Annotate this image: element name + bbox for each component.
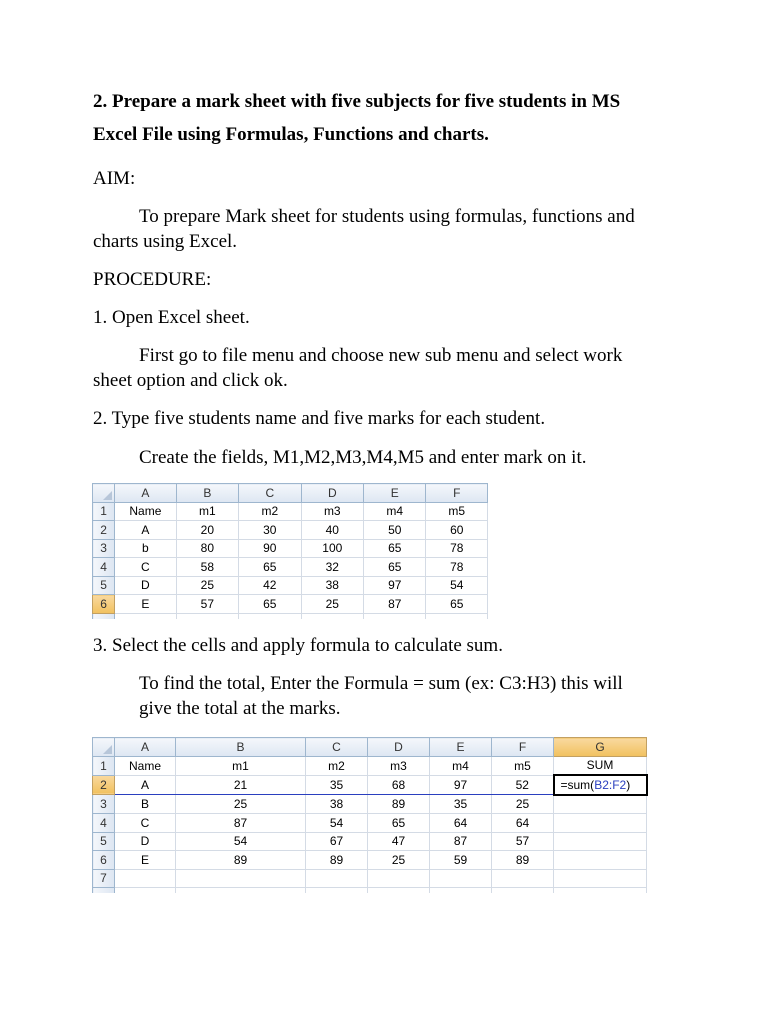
cell[interactable]: Name bbox=[115, 756, 176, 775]
column-header-g[interactable]: G bbox=[554, 738, 647, 757]
cell[interactable]: C bbox=[115, 558, 176, 577]
cell[interactable]: 25 bbox=[301, 595, 363, 614]
row-header-1[interactable]: 1 bbox=[93, 502, 115, 521]
cell[interactable]: E bbox=[115, 595, 176, 614]
cell[interactable]: 52 bbox=[492, 775, 554, 795]
partial-row bbox=[93, 613, 488, 619]
cell[interactable]: 30 bbox=[239, 521, 301, 540]
column-header-a[interactable]: A bbox=[115, 738, 176, 757]
cell[interactable]: 50 bbox=[364, 521, 426, 540]
procedure-label: PROCEDURE: bbox=[93, 269, 212, 290]
cell[interactable]: 87 bbox=[430, 832, 492, 851]
row-header-2[interactable]: 2 bbox=[93, 521, 115, 540]
table-row bbox=[93, 814, 647, 833]
cell[interactable]: b bbox=[115, 539, 176, 558]
formula-prefix: =sum( bbox=[560, 777, 595, 792]
cell[interactable]: 25 bbox=[176, 576, 238, 595]
column-header-b[interactable]: B bbox=[176, 738, 306, 757]
cell[interactable]: 64 bbox=[430, 814, 492, 833]
step-1: 1. Open Excel sheet. bbox=[93, 307, 250, 328]
cell[interactable] bbox=[115, 869, 176, 888]
cell[interactable]: 67 bbox=[306, 832, 368, 851]
cell[interactable]: D bbox=[115, 832, 176, 851]
cell[interactable] bbox=[554, 851, 647, 870]
table-row bbox=[93, 595, 488, 614]
cell[interactable]: 97 bbox=[364, 576, 426, 595]
cell[interactable]: m2 bbox=[239, 502, 301, 521]
cell[interactable] bbox=[554, 814, 647, 833]
cell[interactable]: 65 bbox=[368, 814, 430, 833]
cell[interactable] bbox=[430, 869, 492, 888]
cell[interactable]: m2 bbox=[306, 756, 368, 775]
cell[interactable]: 38 bbox=[306, 795, 368, 814]
column-header-c[interactable]: C bbox=[306, 738, 368, 757]
heading-line-1: 2. Prepare a mark sheet with five subjects for five students in MS bbox=[93, 91, 621, 112]
table-row bbox=[93, 756, 647, 775]
cell[interactable]: 89 bbox=[306, 851, 368, 870]
cell[interactable]: m4 bbox=[430, 756, 492, 775]
cell bbox=[492, 888, 554, 894]
cell[interactable]: m1 bbox=[176, 502, 238, 521]
table-row bbox=[93, 869, 647, 888]
select-all-corner[interactable] bbox=[93, 738, 115, 757]
cell[interactable]: 65 bbox=[364, 539, 426, 558]
column-header-f[interactable]: F bbox=[492, 738, 554, 757]
cell bbox=[115, 888, 176, 894]
cell[interactable]: 25 bbox=[492, 795, 554, 814]
cell[interactable]: 87 bbox=[364, 595, 426, 614]
cell[interactable]: 80 bbox=[176, 539, 238, 558]
cell[interactable]: 65 bbox=[426, 595, 488, 614]
row-header-3[interactable]: 3 bbox=[93, 795, 115, 814]
cell[interactable]: 65 bbox=[364, 558, 426, 577]
table-row bbox=[93, 576, 488, 595]
cell[interactable]: m3 bbox=[368, 756, 430, 775]
cell[interactable]: m5 bbox=[426, 502, 488, 521]
cell[interactable]: 47 bbox=[368, 832, 430, 851]
aim-text-line-2: charts using Excel. bbox=[93, 231, 238, 252]
cell[interactable]: 60 bbox=[426, 521, 488, 540]
cell[interactable]: m4 bbox=[364, 502, 426, 521]
table-row bbox=[93, 502, 488, 521]
formula-range: B2:F2 bbox=[594, 777, 627, 792]
partial-row bbox=[93, 888, 647, 894]
cell[interactable]: 40 bbox=[301, 521, 363, 540]
cell[interactable]: D bbox=[115, 576, 176, 595]
cell[interactable]: 20 bbox=[176, 521, 238, 540]
cell[interactable]: 35 bbox=[430, 795, 492, 814]
cell bbox=[306, 888, 368, 894]
row-header-4[interactable]: 4 bbox=[93, 814, 115, 833]
step-3: 3. Select the cells and apply formula to calculate sum. bbox=[93, 635, 503, 656]
table-row bbox=[93, 558, 488, 577]
cell[interactable]: 100 bbox=[301, 539, 363, 558]
cell[interactable]: 78 bbox=[426, 558, 488, 577]
step-2-detail: Create the fields, M1,M2,M3,M4,M5 and enter mark on it. bbox=[139, 447, 587, 468]
cell[interactable]: 38 bbox=[301, 576, 363, 595]
cell[interactable] bbox=[554, 795, 647, 814]
cell[interactable] bbox=[306, 869, 368, 888]
cell[interactable]: 89 bbox=[176, 851, 306, 870]
cell[interactable]: m3 bbox=[301, 502, 363, 521]
heading-line-2: Excel File using Formulas, Functions and charts. bbox=[93, 124, 489, 145]
column-header-e[interactable]: E bbox=[364, 484, 426, 503]
column-header-d[interactable]: D bbox=[301, 484, 363, 503]
cell[interactable]: E bbox=[115, 851, 176, 870]
cell[interactable]: 32 bbox=[301, 558, 363, 577]
step-1-detail-line-2: sheet option and click ok. bbox=[93, 370, 288, 391]
step-3-detail-line-1: To find the total, Enter the Formula = sum (ex: C3:H3) this will bbox=[139, 673, 623, 694]
cell[interactable] bbox=[176, 869, 306, 888]
row-header-partial bbox=[93, 613, 115, 619]
cell[interactable]: 54 bbox=[176, 832, 306, 851]
table-row bbox=[93, 795, 647, 814]
row-header-6[interactable]: 6 bbox=[93, 851, 115, 870]
cell bbox=[430, 888, 492, 894]
cell bbox=[176, 888, 306, 894]
row-header-partial bbox=[93, 888, 115, 894]
table-row bbox=[93, 539, 488, 558]
cell[interactable]: 64 bbox=[492, 814, 554, 833]
cell[interactable] bbox=[554, 869, 647, 888]
cell bbox=[239, 613, 301, 619]
cell bbox=[554, 888, 647, 894]
table-row bbox=[93, 775, 647, 795]
cell bbox=[364, 613, 426, 619]
row-header-5[interactable]: 5 bbox=[93, 576, 115, 595]
spreadsheet-table-2 bbox=[92, 737, 648, 893]
row-header-4[interactable]: 4 bbox=[93, 558, 115, 577]
cell[interactable]: 59 bbox=[430, 851, 492, 870]
step-3-detail-line-2: give the total at the marks. bbox=[139, 698, 341, 719]
row-header-6[interactable]: 6 bbox=[93, 595, 115, 614]
cell[interactable]: 25 bbox=[368, 851, 430, 870]
cell[interactable]: 78 bbox=[426, 539, 488, 558]
cell[interactable]: 87 bbox=[176, 814, 306, 833]
select-all-corner[interactable] bbox=[93, 484, 115, 503]
cell[interactable]: 65 bbox=[239, 595, 301, 614]
cell[interactable]: C bbox=[115, 814, 176, 833]
cell[interactable]: 35 bbox=[306, 775, 368, 795]
cell[interactable]: 25 bbox=[176, 795, 306, 814]
cell[interactable]: 57 bbox=[492, 832, 554, 851]
column-header-f[interactable]: F bbox=[426, 484, 488, 503]
cell[interactable]: SUM bbox=[554, 756, 647, 775]
cell bbox=[176, 613, 238, 619]
aim-text-line-1: To prepare Mark sheet for students using formulas, functions and bbox=[139, 206, 635, 227]
cell[interactable] bbox=[554, 832, 647, 851]
cell bbox=[301, 613, 363, 619]
row-header-5[interactable]: 5 bbox=[93, 832, 115, 851]
column-header-e[interactable]: E bbox=[430, 738, 492, 757]
cell[interactable]: 58 bbox=[176, 558, 238, 577]
cell bbox=[426, 613, 488, 619]
cell bbox=[368, 888, 430, 894]
cell[interactable]: 54 bbox=[306, 814, 368, 833]
column-header-c[interactable]: C bbox=[239, 484, 301, 503]
table-row bbox=[93, 521, 488, 540]
formula-suffix: ) bbox=[626, 777, 631, 792]
column-header-a[interactable]: A bbox=[115, 484, 176, 503]
table-row bbox=[93, 832, 647, 851]
column-header-b[interactable]: B bbox=[176, 484, 238, 503]
step-2: 2. Type five students name and five marks for each student. bbox=[93, 408, 546, 429]
row-header-2[interactable]: 2 bbox=[93, 775, 115, 795]
column-header-row bbox=[93, 484, 488, 503]
heading bbox=[93, 85, 704, 151]
cell[interactable]: 68 bbox=[368, 775, 430, 795]
formula-cell[interactable] bbox=[554, 775, 647, 795]
cell[interactable]: Name bbox=[115, 502, 176, 521]
cell[interactable]: 65 bbox=[239, 558, 301, 577]
cell bbox=[115, 613, 176, 619]
table-row bbox=[93, 851, 647, 870]
column-header-row bbox=[93, 738, 647, 757]
cell[interactable]: 21 bbox=[176, 775, 306, 795]
cell[interactable] bbox=[368, 869, 430, 888]
column-header-d[interactable]: D bbox=[368, 738, 430, 757]
cell[interactable]: m5 bbox=[492, 756, 554, 775]
cell[interactable]: 89 bbox=[368, 795, 430, 814]
aim-label: AIM: bbox=[93, 168, 136, 189]
row-header-3[interactable]: 3 bbox=[93, 539, 115, 558]
cell[interactable] bbox=[492, 869, 554, 888]
cell[interactable]: 97 bbox=[430, 775, 492, 795]
cell[interactable]: 90 bbox=[239, 539, 301, 558]
spreadsheet-table-1 bbox=[92, 483, 488, 619]
cell[interactable]: B bbox=[115, 795, 176, 814]
cell[interactable]: A bbox=[115, 521, 176, 540]
row-header-7[interactable]: 7 bbox=[93, 869, 115, 888]
row-header-1[interactable]: 1 bbox=[93, 756, 115, 775]
cell[interactable]: 89 bbox=[492, 851, 554, 870]
cell[interactable]: 42 bbox=[239, 576, 301, 595]
cell[interactable]: A bbox=[115, 775, 176, 795]
step-1-detail-line-1: First go to file menu and choose new sub menu and select work bbox=[139, 345, 623, 366]
cell[interactable]: 54 bbox=[426, 576, 488, 595]
cell[interactable]: 57 bbox=[176, 595, 238, 614]
cell[interactable]: m1 bbox=[176, 756, 306, 775]
